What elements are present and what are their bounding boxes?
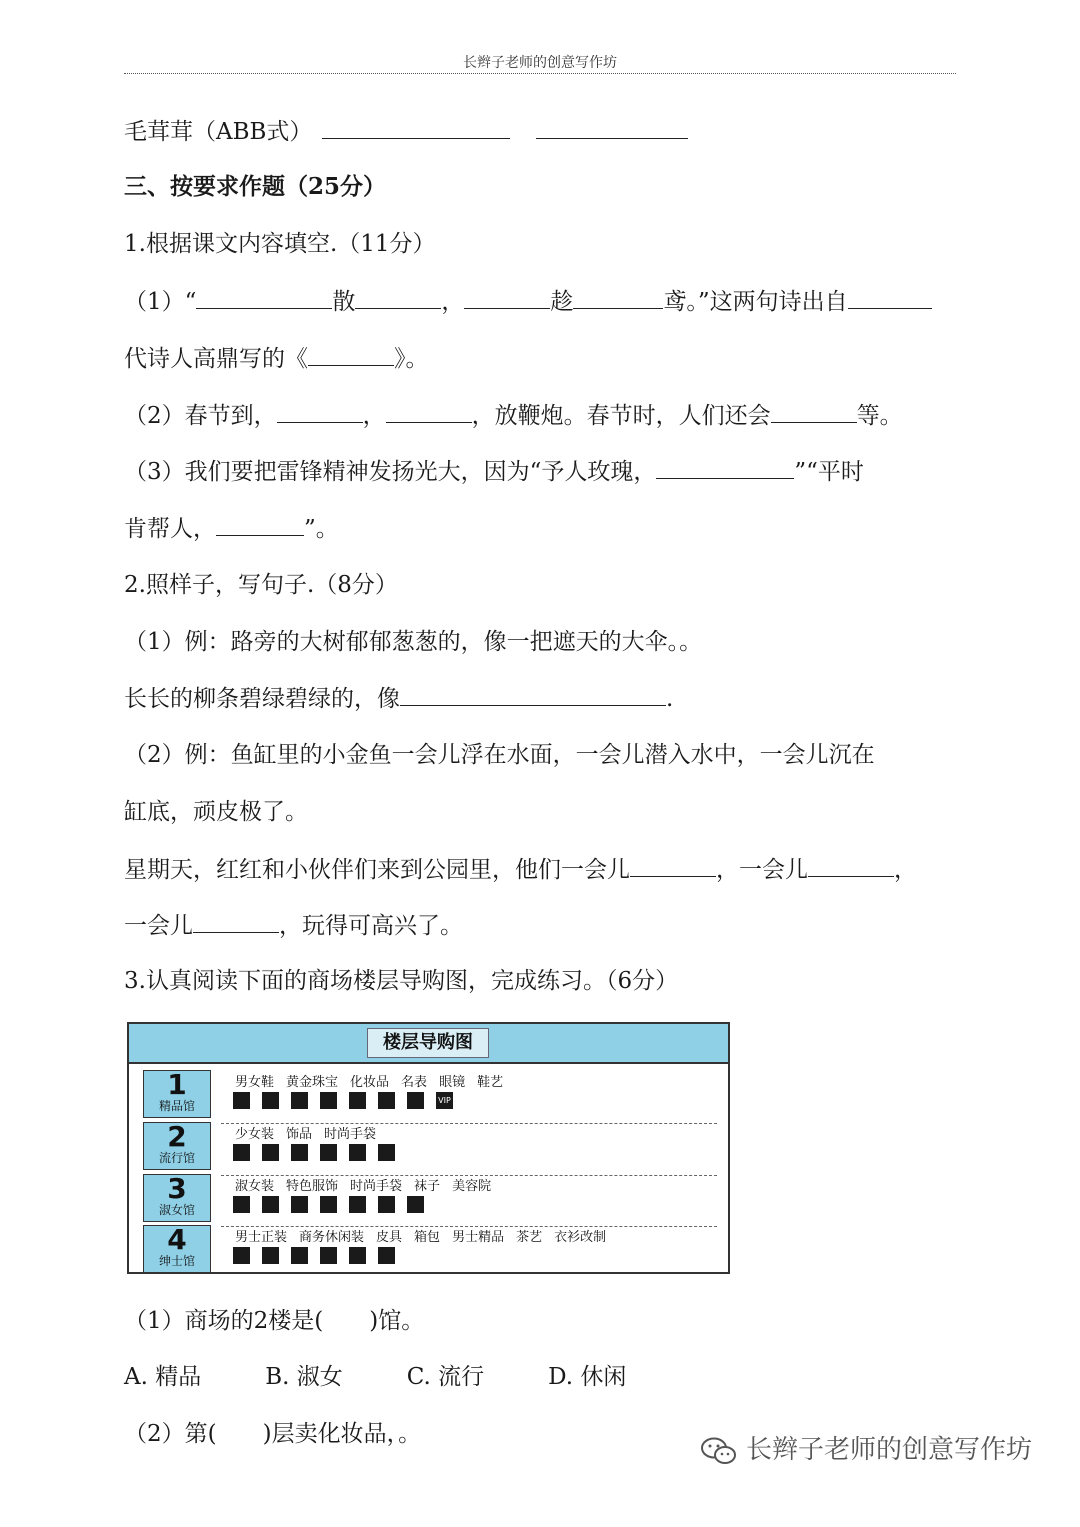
watermark — [700, 1430, 1060, 1470]
floor-items — [235, 1071, 515, 1090]
text: （3）我们要把雷锋精神发扬光大，因为“予人玫瑰， — [124, 459, 657, 485]
vip-icon: VIP — [436, 1092, 453, 1109]
q1-3-line2 — [124, 513, 964, 544]
restroom-icon — [349, 1196, 366, 1213]
blank[interactable] — [308, 343, 394, 366]
floor-item: 淑女装 — [235, 1179, 275, 1194]
text: ， — [441, 289, 465, 315]
facility-icon — [262, 1196, 279, 1213]
floor-number: 4 — [167, 1223, 187, 1256]
blank[interactable] — [277, 400, 363, 423]
text: 》。 — [394, 346, 429, 372]
q1-3-line1 — [124, 456, 964, 487]
text: ， — [362, 403, 386, 429]
q3-2: （2）第( )层卖化妆品，。 — [124, 1421, 422, 1447]
q3-1: （1）商场的2楼是( )馆。 — [124, 1308, 425, 1334]
floor-items — [235, 1123, 388, 1142]
cafe-icon — [233, 1196, 250, 1213]
text: 趁 — [550, 289, 574, 315]
blank[interactable] — [400, 683, 666, 706]
blank[interactable] — [656, 456, 794, 479]
floor-name: 精品馆 — [158, 1099, 195, 1113]
floor-item: 饰品 — [286, 1127, 313, 1142]
facility-icons — [233, 1144, 407, 1163]
facility-icon — [262, 1144, 279, 1161]
option-b[interactable]: B. 淑女 — [265, 1364, 343, 1390]
floor-item: 鞋艺 — [477, 1075, 504, 1090]
abb-label: 毛茸茸（ABB式） — [124, 119, 313, 145]
text: ， — [894, 857, 917, 883]
text: 长长的柳条碧绿碧绿的，像 — [124, 686, 400, 712]
text: （1）“ — [124, 289, 197, 315]
q1-2-line — [124, 400, 964, 431]
floor-name: 淑女馆 — [158, 1203, 195, 1217]
page-header: 长辫子老师的创意写作坊 — [463, 55, 617, 71]
q2-title: 2.照样子，写句子.（8分） — [124, 572, 398, 598]
floor-item: 男女鞋 — [235, 1075, 275, 1090]
blank[interactable] — [808, 854, 894, 877]
blank[interactable] — [771, 400, 857, 423]
text: ，一会儿 — [716, 857, 808, 883]
blank[interactable] — [216, 513, 304, 536]
blank[interactable] — [193, 910, 279, 933]
floor-number: 1 — [167, 1068, 187, 1101]
floor-row-2 — [137, 1120, 725, 1170]
blank[interactable] — [355, 286, 441, 309]
q3-1-options — [124, 1362, 964, 1392]
text: 星期天，红红和小伙伴们来到公园里，他们一会儿 — [124, 857, 630, 883]
text: ，放鞭炮。春节时，人们还会 — [471, 403, 771, 429]
guide-header — [129, 1024, 728, 1064]
text: ”“平时 — [794, 459, 864, 485]
floor-row-4 — [137, 1223, 725, 1273]
q1-1-line2 — [124, 343, 964, 374]
elevator-icon — [291, 1092, 308, 1109]
wechat-icon — [700, 1436, 738, 1466]
facility-icon — [262, 1092, 279, 1109]
floor-name: 绅士馆 — [158, 1254, 195, 1268]
facility-icons — [233, 1247, 407, 1266]
watermark-text: 长辫子老师的创意写作坊 — [746, 1435, 1033, 1465]
floor-row-1 — [137, 1068, 725, 1118]
phone-icon — [378, 1092, 395, 1109]
escalator-icon — [407, 1196, 424, 1213]
floor-items — [235, 1226, 618, 1245]
text: . — [666, 686, 674, 712]
floor-item: 男士正装 — [235, 1230, 288, 1245]
q2-2-example-line2: 缸底，顽皮极了。 — [124, 799, 308, 825]
decorative-strip — [135, 1032, 355, 1052]
option-a[interactable]: A. 精品 — [124, 1364, 202, 1390]
blank[interactable] — [573, 286, 663, 309]
floor-item: 特色服饰 — [286, 1179, 339, 1194]
cafe-icon — [233, 1247, 250, 1264]
cafe-icon — [233, 1144, 250, 1161]
text: 代诗人高鼎写的《 — [124, 346, 308, 372]
floor-item: 皮具 — [376, 1230, 403, 1245]
floor-badge — [143, 1122, 211, 1170]
text: 等。 — [856, 403, 903, 429]
floor-item: 少女装 — [235, 1127, 275, 1142]
facility-icon — [262, 1247, 279, 1264]
text: 散 — [332, 289, 356, 315]
q3-title: 3.认真阅读下面的商场楼层导购图，完成练习。（6分） — [124, 968, 679, 994]
floor-item: 男士精品 — [452, 1230, 505, 1245]
q2-2-example-line1: （2）例：鱼缸里的小金鱼一会儿浮在水面，一会儿潜入水中，一会儿沉在 — [124, 742, 875, 768]
elevator-icon — [291, 1144, 308, 1161]
text: 肯帮人， — [124, 516, 216, 542]
floor-guide-image — [127, 1022, 730, 1274]
text: （2）春节到， — [124, 403, 277, 429]
floor-items — [235, 1175, 503, 1194]
q2-1-example: （1）例：路旁的大树郁郁葱葱的，像一把遮天的大伞。。 — [124, 629, 703, 655]
floor-name: 流行馆 — [158, 1151, 195, 1165]
elevator-icon — [320, 1247, 337, 1264]
q1-title: 1.根据课文内容填空.（11分） — [124, 231, 436, 257]
floor-item: 茶艺 — [516, 1230, 543, 1245]
elevator-icon — [320, 1144, 337, 1161]
floor-number: 2 — [167, 1120, 187, 1153]
elevator-icon — [291, 1196, 308, 1213]
floor-item: 商务休闲装 — [299, 1230, 365, 1245]
floor-item: 时尚手袋 — [350, 1179, 403, 1194]
floor-item: 袜子 — [414, 1179, 441, 1194]
q1-1-line1 — [124, 286, 964, 317]
q2-1-task — [124, 683, 964, 714]
floor-item: 箱包 — [414, 1230, 441, 1245]
abb-line — [124, 116, 964, 147]
floor-item: 时尚手袋 — [324, 1127, 377, 1142]
floor-badge — [143, 1174, 211, 1222]
blank[interactable] — [322, 116, 510, 139]
blank[interactable] — [196, 286, 332, 309]
blank[interactable] — [464, 286, 550, 309]
elevator-icon — [291, 1247, 308, 1264]
tailor-icon — [378, 1247, 395, 1264]
guide-title: 楼层导购图 — [367, 1028, 489, 1058]
blank[interactable] — [386, 400, 472, 423]
escalator-icon — [378, 1144, 395, 1161]
option-d[interactable]: D. 休闲 — [548, 1364, 627, 1390]
floor-item: 美容院 — [452, 1179, 492, 1194]
elevator-icon — [320, 1092, 337, 1109]
section-title: 三、按要求作题（25分） — [124, 173, 387, 200]
text: ”。 — [304, 516, 339, 542]
floor-item: 衣衫改制 — [554, 1230, 607, 1245]
blank[interactable] — [848, 286, 932, 309]
decorative-strip — [499, 1032, 724, 1052]
elevator-icon — [320, 1196, 337, 1213]
cafe-icon — [233, 1092, 250, 1109]
floor-item: 化妆品 — [350, 1075, 390, 1090]
floor-item: 眼镜 — [439, 1075, 466, 1090]
facility-icons — [233, 1092, 465, 1111]
facility-icons — [233, 1196, 436, 1215]
floor-badge — [143, 1225, 211, 1273]
text: 一会儿 — [124, 913, 193, 939]
cup-icon — [349, 1247, 366, 1264]
text: 鸢。”这两句诗出自 — [663, 289, 848, 315]
option-c[interactable]: C. 流行 — [406, 1364, 485, 1390]
accessible-icon — [378, 1196, 395, 1213]
floor-number: 3 — [167, 1172, 187, 1205]
floor-item: 黄金珠宝 — [286, 1075, 339, 1090]
text: ，玩得可高兴了。 — [279, 913, 463, 939]
floor-badge — [143, 1070, 211, 1118]
header-divider — [124, 73, 956, 74]
restroom-icon — [349, 1144, 366, 1161]
floor-item: 名表 — [401, 1075, 428, 1090]
blank[interactable] — [536, 116, 688, 139]
floor-row-3 — [137, 1172, 725, 1222]
escalator-icon — [349, 1092, 366, 1109]
accessible-icon — [407, 1092, 424, 1109]
q2-2-task-line2 — [124, 910, 964, 941]
q2-2-task-line1 — [124, 854, 964, 885]
blank[interactable] — [630, 854, 716, 877]
